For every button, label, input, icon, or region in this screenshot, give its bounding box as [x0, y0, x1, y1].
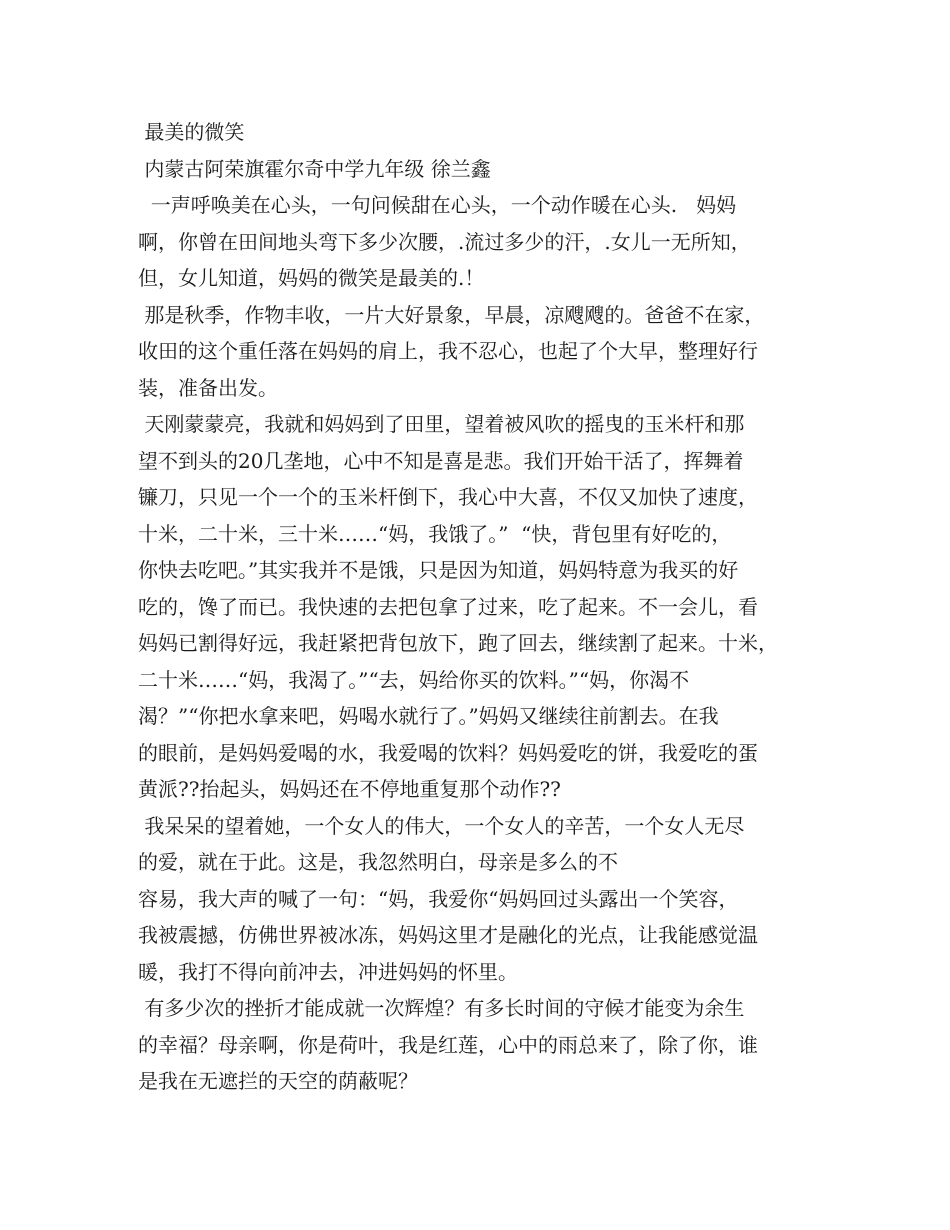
text-line: 的幸福？母亲啊，你是荷叶，我是红莲，心中的雨总来了，除了你，谁	[138, 1032, 758, 1057]
text-line: 渴？”“你把水拿来吧，妈喝水就行了。”妈妈又继续往前割去。在我	[138, 704, 719, 728]
text-line: 那是秋季，作物丰收，一片大好景象，早晨，凉飕飕的。爸爸不在家，	[138, 302, 765, 327]
text-line: 是我在无遮拦的天空的荫蔽呢？	[138, 1069, 418, 1093]
text-line: 的爱，就在于此。这是，我忽然明白，母亲是多么的不	[138, 850, 618, 874]
text-line: 收田的这个重任落在妈妈的肩上，我不忍心，也起了个大早，整理好行	[138, 339, 758, 363]
text-line: 黄派??抬起头，妈妈还在不停地重复那个动作??	[138, 777, 561, 801]
document-page	[138, 114, 818, 1100]
document-title: 最美的微笑	[138, 120, 245, 144]
text-line: 我呆呆的望着她，一个女人的伟大，一个女人的辛苦，一个女人无尽	[138, 813, 745, 838]
text-line: 十米，二十米，三十米……“妈，我饿了。” “快，背包里有好吃的，	[138, 521, 732, 546]
text-line: 容易，我大声的喊了一句：“妈，我爱你“妈妈回过头露出一个笑容，	[138, 886, 739, 911]
text-line: 二十米……“妈，我渴了。”“去，妈给你买的饮料。”“妈，你渴不	[138, 667, 690, 692]
text-line: 暖，我打不得向前冲去，冲进妈妈的怀里。	[138, 959, 518, 984]
text-line: 有多少次的挫折才能成就一次辉煌？有多长时间的守候才能变为余生	[138, 996, 745, 1020]
document-body	[138, 187, 818, 1100]
text-line: 望不到头的20几垄地，心中不知是喜是悲。我们开始干活了，挥舞着	[138, 448, 744, 473]
document-author: 内蒙古阿荣旗霍尔奇中学九年级 徐兰鑫	[138, 156, 491, 181]
text-line: 一声呼唤美在心头，一句问候甜在心头，一个动作暖在心头. 妈妈	[138, 193, 737, 217]
text-line: 的眼前，是妈妈爱喝的水，我爱喝的饮料？妈妈爱吃的饼，我爱吃的蛋	[138, 740, 758, 765]
text-line: 啊，你曾在田间地头弯下多少次腰，.流过多少的汗，.女儿一无所知，	[138, 229, 751, 254]
text-line: 我被震撼，仿佛世界被冰冻，妈妈这里才是融化的光点，让我能感觉温	[138, 923, 758, 947]
text-line: 天刚蒙蒙亮，我就和妈妈到了田里，望着被风吹的摇曳的玉米杆和那	[138, 412, 745, 436]
text-line: 镰刀，只见一个一个的玉米杆倒下，我心中大喜，不仅又加快了速度，	[138, 485, 758, 509]
text-line: 妈妈已割得好远，我赶紧把背包放下，跑了回去，继续割了起来。十米，	[138, 631, 778, 655]
text-line: 吃的，馋了而已。我快速的去把包拿了过来，吃了起来。不一会儿，看	[138, 594, 758, 619]
text-line: 但，女儿知道，妈妈的微笑是最美的.！	[138, 266, 485, 290]
text-line: 装，准备出发。	[138, 375, 278, 400]
text-line: 你快去吃吧。”其实我并不是饿，只是因为知道，妈妈特意为我买的好	[138, 558, 739, 582]
